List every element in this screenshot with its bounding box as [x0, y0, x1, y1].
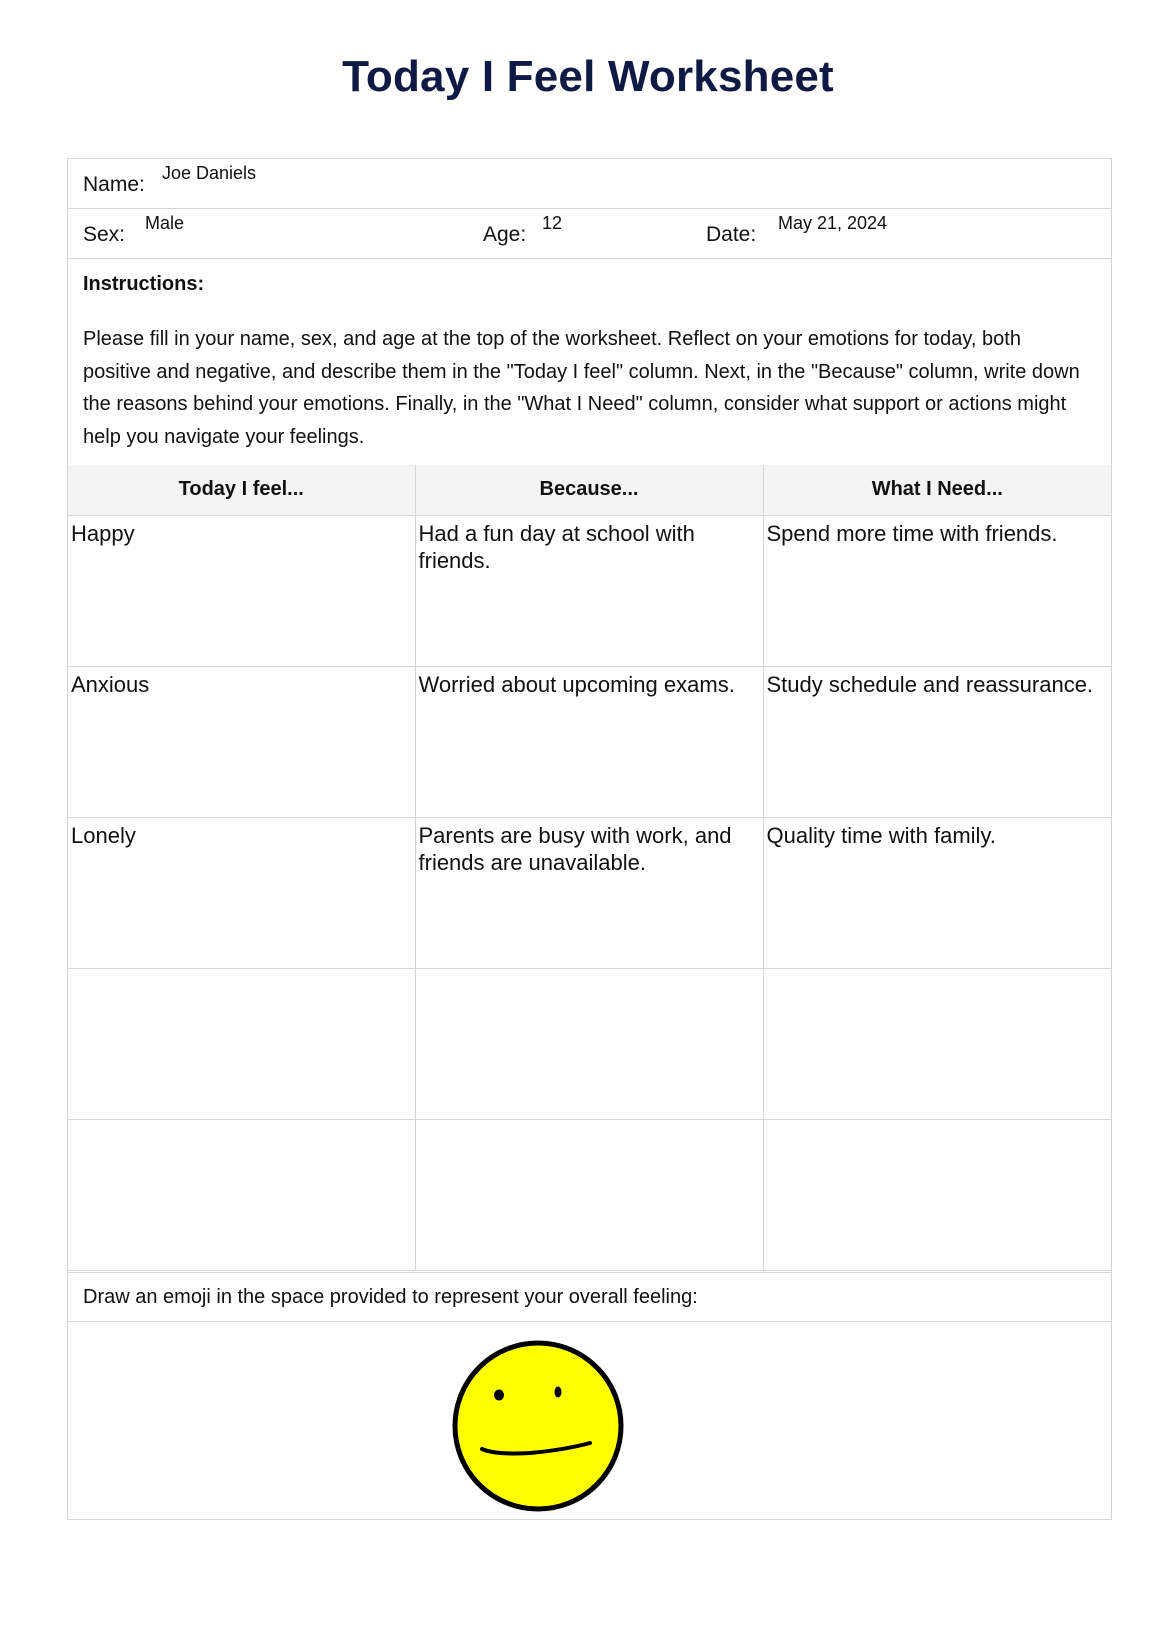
date-field[interactable]: May 21, 2024: [778, 213, 888, 233]
header-because: Because...: [415, 465, 763, 515]
smiley-left-eye: [494, 1390, 504, 1401]
because-cell[interactable]: Worried about upcoming exams.: [415, 666, 763, 817]
table-row: [68, 817, 1111, 968]
sex-label: Sex:: [83, 223, 126, 246]
smiley-face-icon: [448, 1336, 628, 1516]
need-cell[interactable]: [763, 1119, 1111, 1270]
need-cell[interactable]: [763, 968, 1111, 1119]
age-field[interactable]: 12: [542, 213, 563, 233]
name-row: [68, 159, 1111, 209]
instructions-section: [68, 259, 1111, 465]
page-title: Today I Feel Worksheet: [342, 52, 834, 101]
smiley-face-outline: [455, 1343, 621, 1509]
name-label: Name:: [83, 173, 145, 196]
because-cell[interactable]: Had a fun day at school with friends.: [415, 515, 763, 666]
need-cell[interactable]: Quality time with family.: [763, 817, 1111, 968]
feeling-cell[interactable]: Anxious: [68, 666, 415, 817]
details-row: [68, 209, 1111, 259]
name-field[interactable]: Joe Daniels: [162, 163, 257, 183]
instructions-heading: Instructions:: [83, 273, 205, 295]
table-row: [68, 968, 1111, 1119]
feelings-table: [68, 465, 1111, 1271]
table-row: [68, 1119, 1111, 1270]
table-row: [68, 515, 1111, 666]
sex-field[interactable]: Male: [145, 213, 185, 233]
because-cell[interactable]: [415, 1119, 763, 1270]
because-cell[interactable]: Parents are busy with work, and friends are unavailable.: [415, 817, 763, 968]
feeling-cell[interactable]: Lonely: [68, 817, 415, 968]
date-label: Date:: [706, 223, 757, 246]
header-what-i-need: What I Need...: [763, 465, 1111, 515]
feeling-cell[interactable]: [68, 968, 415, 1119]
worksheet: [67, 158, 1112, 1520]
need-cell[interactable]: Spend more time with friends.: [763, 515, 1111, 666]
smiley-right-eye: [555, 1387, 562, 1398]
header-today-i-feel: Today I feel...: [68, 465, 415, 515]
table-row: [68, 666, 1111, 817]
emoji-drawing-area[interactable]: [68, 1322, 1111, 1519]
need-cell[interactable]: Study schedule and reassurance.: [763, 666, 1111, 817]
instructions-text: Please fill in your name, sex, and age at the top of the worksheet. Reflect on your emotions for today, both positive and negative, and describe them in the "Today I feel" column. Next, in the "Because" column, write down the reasons behind your emotions. Finally, in the "What I Need" column, consider what support or actions might help you navigate your feelings.: [83, 328, 1080, 448]
age-label: Age:: [483, 223, 527, 246]
emoji-prompt: Draw an emoji in the space provided to represent your overall feeling:: [68, 1272, 1111, 1322]
table-header-row: [68, 465, 1111, 515]
because-cell[interactable]: [415, 968, 763, 1119]
feeling-cell[interactable]: [68, 1119, 415, 1270]
feeling-cell[interactable]: Happy: [68, 515, 415, 666]
